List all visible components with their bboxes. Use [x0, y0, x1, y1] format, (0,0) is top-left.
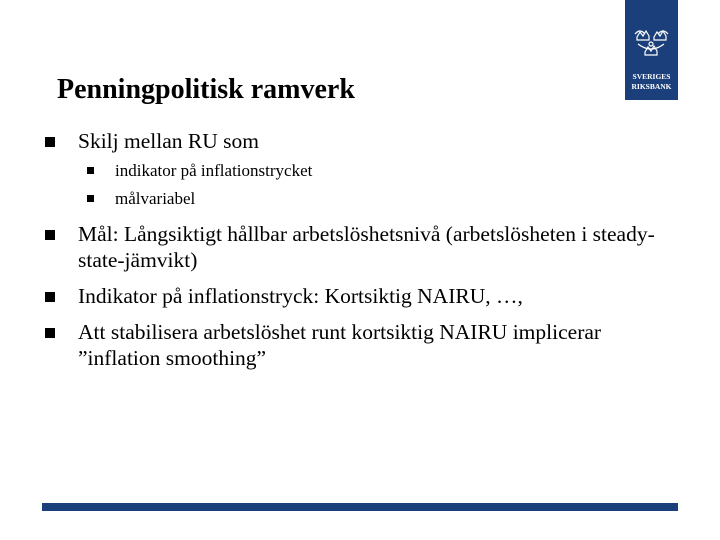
bullet-item: [45, 221, 685, 273]
bullet-square-icon: [45, 230, 55, 240]
sub-bullet-square-icon: [87, 195, 94, 202]
bullet-item: [45, 128, 685, 154]
bullet-text: Skilj mellan RU som: [78, 129, 259, 153]
sub-bullet-item: [87, 188, 685, 209]
bullet-text: Indikator på inflationstryck: Kortsiktig NAIRU, …,: [78, 284, 523, 308]
logo-line1: SVERIGES: [632, 72, 671, 81]
sub-bullet-item: [87, 160, 685, 181]
bullet-text: Mål: Långsiktigt hållbar arbetslöshetsnivå (arbetslösheten i steady-state-jämvikt): [78, 222, 655, 272]
footer-bar: [42, 503, 678, 511]
sub-bullet-text: målvariabel: [115, 189, 196, 208]
bullet-square-icon: [45, 328, 55, 338]
riksbank-logo: [625, 0, 678, 100]
bullet-text: Att stabilisera arbetslöshet runt kortsiktig NAIRU implicerar ”inflation smoothing”: [78, 320, 602, 370]
bullet-item: [45, 319, 685, 371]
slide-title: Penningpolitisk ramverk: [57, 74, 355, 105]
sub-bullet-text: indikator på inflationstrycket: [115, 161, 313, 180]
bullet-square-icon: [45, 137, 55, 147]
sub-bullet-square-icon: [87, 167, 94, 174]
bullet-list: [45, 128, 685, 371]
bullet-item: [45, 283, 685, 309]
bullet-square-icon: [45, 292, 55, 302]
logo-line2: RIKSBANK: [631, 82, 672, 91]
crown-emblem-icon: [625, 0, 678, 100]
